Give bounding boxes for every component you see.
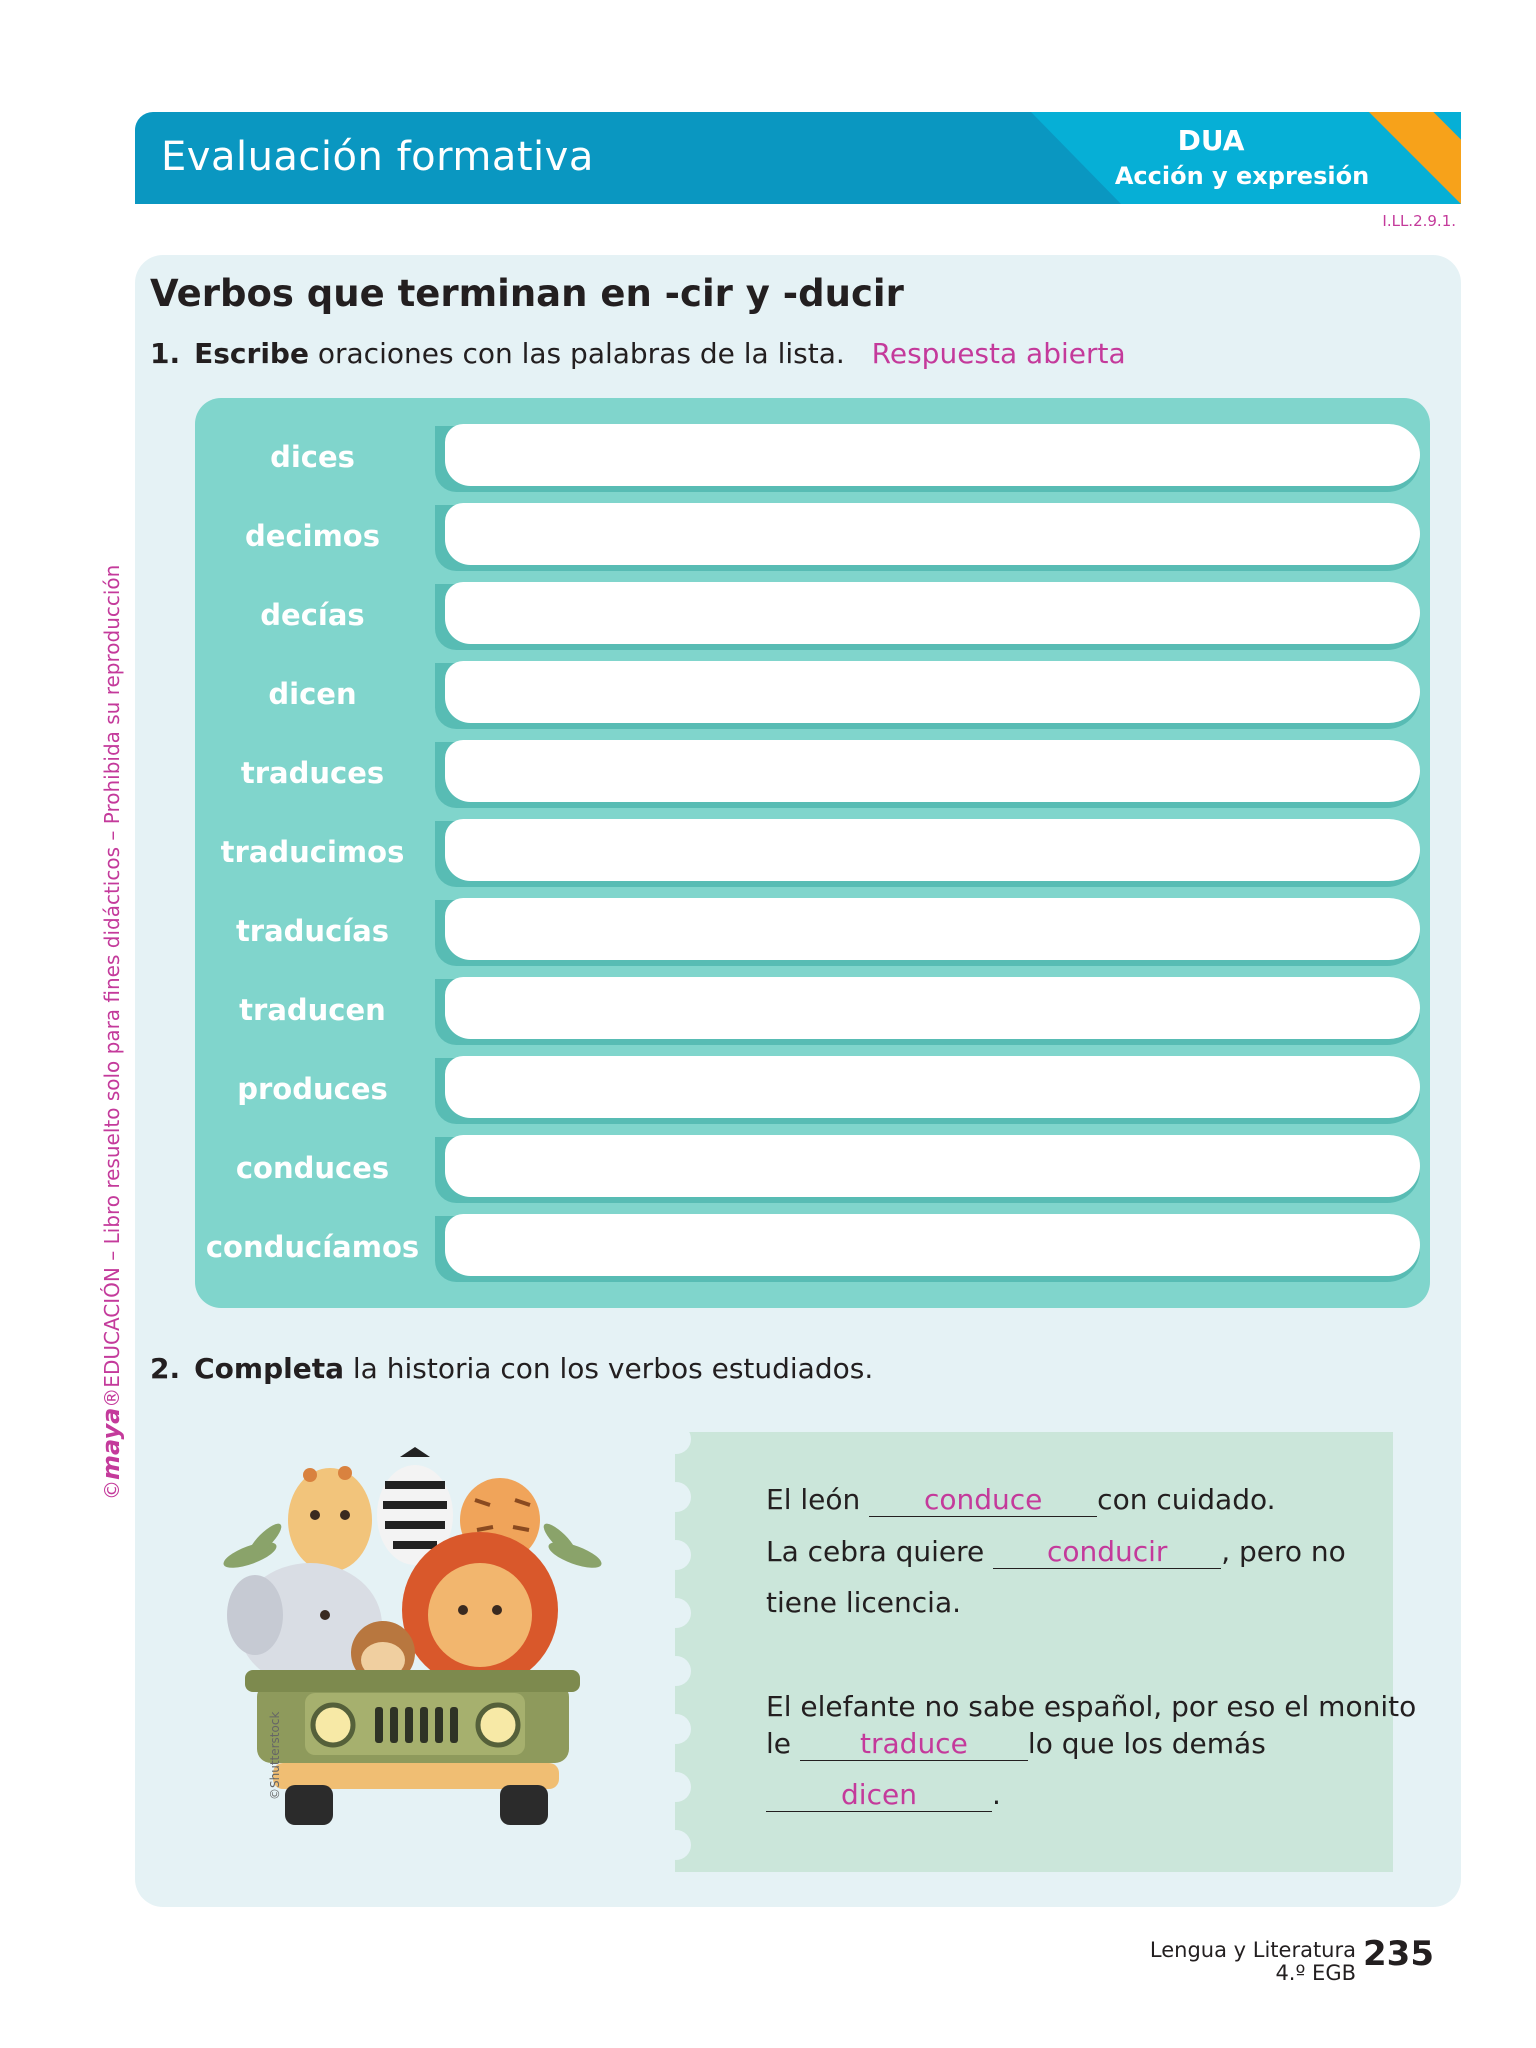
- question-1: [150, 337, 1126, 370]
- story-line-6: [766, 1778, 1001, 1812]
- grade-label: 4.º EGB: [1275, 1961, 1356, 1985]
- writing-line[interactable]: [445, 661, 1420, 723]
- question-number: 1.: [150, 337, 181, 370]
- notebook-hole: [661, 1830, 691, 1860]
- notebook-hole: [661, 1656, 691, 1686]
- word-row: [195, 424, 1430, 490]
- answer-note: Respuesta abierta: [871, 337, 1126, 370]
- word-label: dicen: [268, 677, 357, 711]
- answer-blank[interactable]: traduce: [800, 1728, 1028, 1761]
- word-row: [195, 977, 1430, 1043]
- footer-subject: [1150, 1939, 1356, 1985]
- page-title: Evaluación formativa: [161, 134, 594, 180]
- word-label: dices: [270, 440, 355, 474]
- story-text: con cuidado.: [1097, 1483, 1276, 1516]
- story-text: .: [992, 1778, 1001, 1811]
- image-credit: ©Shutterstock: [268, 1711, 282, 1800]
- story-line-3: tiene licencia.: [766, 1586, 962, 1619]
- writing-line[interactable]: [445, 740, 1420, 802]
- word-label: traduces: [240, 756, 385, 790]
- notebook-hole: [661, 1772, 691, 1802]
- question-text: la historia con los verbos estudiados.: [352, 1352, 874, 1385]
- copyright-symbol: ©: [100, 1480, 124, 1500]
- subject-name: Lengua y Literatura: [1149, 1938, 1356, 1962]
- word-row: [195, 503, 1430, 569]
- question-verb: Completa: [194, 1352, 344, 1385]
- notebook-hole: [661, 1482, 691, 1512]
- brand-logo-text: maya: [97, 1407, 125, 1480]
- answer-blank[interactable]: dicen: [766, 1779, 992, 1812]
- dua-label: DUA: [1177, 124, 1245, 157]
- notebook-hole: [661, 1598, 691, 1628]
- word-row: [195, 582, 1430, 648]
- word-row: [195, 1135, 1430, 1201]
- page-number: 235: [1363, 1934, 1434, 1974]
- header-banner: [135, 112, 1461, 204]
- story-line-1: [766, 1483, 1276, 1517]
- dua-subtitle: Acción y expresión: [1114, 162, 1370, 190]
- writing-line[interactable]: [445, 819, 1420, 881]
- story-line-2: [766, 1535, 1346, 1569]
- word-row: [195, 1056, 1430, 1122]
- section-title: Verbos que terminan en -cir y -ducir: [150, 272, 904, 315]
- writing-line[interactable]: [445, 1214, 1420, 1276]
- answer-blank[interactable]: conducir: [993, 1536, 1221, 1569]
- story-text: , pero no: [1221, 1535, 1346, 1568]
- story-text: lo que los demás: [1027, 1727, 1266, 1760]
- word-label: conduces: [235, 1151, 390, 1185]
- word-label: produces: [237, 1072, 388, 1106]
- word-label: decías: [260, 598, 365, 632]
- writing-line[interactable]: [445, 977, 1420, 1039]
- copyright-rest: ®EDUCACIÓN – Libro resuelto solo para fines didácticos – Prohibida su reproducción: [100, 564, 124, 1408]
- writing-line[interactable]: [445, 424, 1420, 486]
- question-2: [150, 1352, 873, 1385]
- word-row: [195, 819, 1430, 885]
- story-line-5: [766, 1727, 1266, 1761]
- skill-code: I.LL.2.9.1.: [1382, 212, 1456, 230]
- word-row: [195, 740, 1430, 806]
- word-label: decimos: [245, 519, 380, 553]
- word-label: conducíamos: [205, 1230, 420, 1264]
- copyright-side-text: [97, 565, 125, 1500]
- word-label: traducías: [235, 914, 390, 948]
- word-row: [195, 661, 1430, 727]
- notebook-hole: [661, 1424, 691, 1454]
- notebook-hole: [661, 1540, 691, 1570]
- word-label: traducen: [239, 993, 386, 1027]
- word-list-box: [195, 398, 1430, 1308]
- writing-line[interactable]: [445, 1135, 1420, 1197]
- writing-line[interactable]: [445, 503, 1420, 565]
- question-text: oraciones con las palabras de la lista.: [317, 337, 845, 370]
- question-number: 2.: [150, 1352, 181, 1385]
- word-row: [195, 1214, 1430, 1280]
- writing-line[interactable]: [445, 582, 1420, 644]
- story-text: le: [766, 1727, 792, 1760]
- answer-blank[interactable]: conduce: [869, 1484, 1097, 1517]
- story-line-4: El elefante no sabe español, por eso el monito: [766, 1690, 1417, 1723]
- word-row: [195, 898, 1430, 964]
- writing-line[interactable]: [445, 898, 1420, 960]
- story-text: El león: [766, 1483, 861, 1516]
- story-text: La cebra quiere: [766, 1535, 985, 1568]
- question-verb: Escribe: [194, 337, 309, 370]
- notebook-hole: [661, 1714, 691, 1744]
- word-label: traducimos: [220, 835, 405, 869]
- writing-line[interactable]: [445, 1056, 1420, 1118]
